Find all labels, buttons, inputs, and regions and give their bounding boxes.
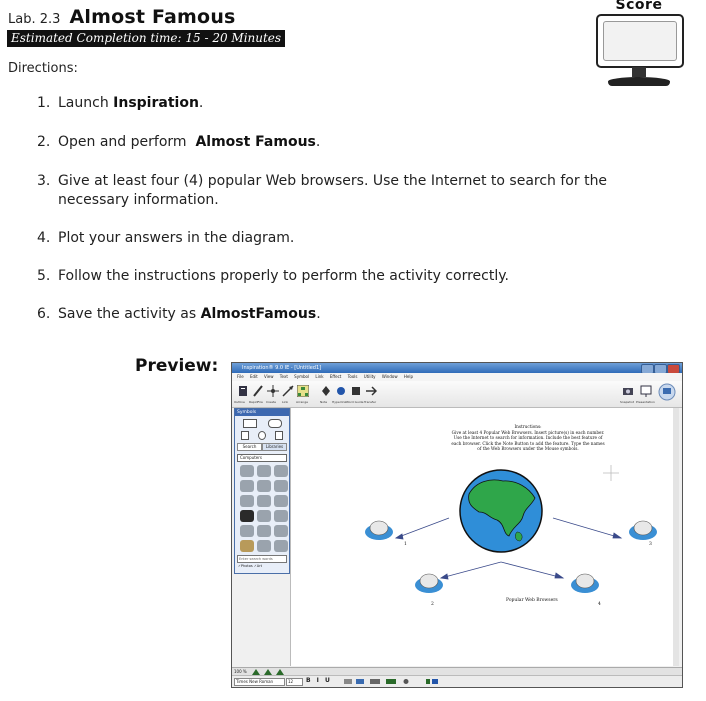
- link-line-4: [501, 562, 563, 578]
- diagram-canvas: [290, 408, 679, 666]
- step-number: 3.: [37, 173, 51, 189]
- symbol-thumb: [274, 465, 288, 477]
- note-icon: [320, 385, 332, 397]
- estimated-time-banner: Estimated Completion time: 15 - 20 Minutes: [7, 30, 285, 47]
- crosshair-cursor-icon: [603, 465, 619, 481]
- toolbar-label-hyperlink: Hyperlink: [332, 400, 347, 404]
- symbol-thumb: [274, 480, 288, 492]
- word-guide-icon: [350, 385, 362, 397]
- format-bar: [232, 675, 682, 687]
- symbol-thumb: [274, 540, 288, 552]
- link-line-1: [396, 518, 449, 538]
- toolbar-label-link: Link: [282, 400, 289, 404]
- toolbar-label-word-guide: Word Guide: [346, 400, 364, 404]
- tab-libraries: Libraries: [262, 443, 287, 451]
- menu-effect: Effect: [329, 374, 342, 379]
- symbol-thumb: [257, 525, 271, 537]
- vertical-scrollbar: [673, 408, 679, 666]
- step-text-end: .: [198, 95, 204, 111]
- inspiration-preview-screenshot: [231, 362, 683, 688]
- menu-edit: Edit: [249, 374, 258, 379]
- symbol-thumb: [240, 480, 254, 492]
- create-icon: [267, 385, 279, 397]
- symbol-thumb: [257, 465, 271, 477]
- step-1: [37, 94, 203, 113]
- rectangle-shape-icon: [243, 419, 257, 428]
- step-number: 1.: [37, 95, 51, 111]
- step-number: 5.: [37, 268, 51, 284]
- arrange-icon: [297, 385, 309, 397]
- instructions-line: each browser. Click the Note Button to add the feature. Type the names: [451, 440, 605, 446]
- menu-window: Window: [381, 374, 398, 379]
- font-size-select: 12: [286, 678, 303, 686]
- toolbar-label-create: Create: [266, 400, 276, 404]
- link-arrow-1: [396, 534, 403, 539]
- mouse-number-3: 3: [649, 542, 652, 547]
- score-monitor: [594, 0, 686, 92]
- mouse-number-4: 4: [598, 602, 601, 607]
- menu-file: File: [237, 374, 244, 379]
- step-text-end: .: [316, 306, 321, 322]
- link-arrow-2: [441, 574, 448, 579]
- snapshot-icon: [622, 385, 634, 397]
- mouse-icon-2: [415, 574, 443, 593]
- step-text: Give at least four (4) popular Web browsers. Use the Internet to search for the: [58, 173, 608, 189]
- symbol-thumb: [257, 480, 271, 492]
- symbol-thumb: [240, 495, 254, 507]
- link-icon: [282, 385, 294, 397]
- step-4: [37, 229, 294, 248]
- menu-text: Text: [279, 374, 288, 379]
- link-arrow-3: [613, 533, 621, 538]
- toolbar-label-arrange: Arrange: [296, 400, 308, 404]
- step-text: Save the activity as: [58, 306, 201, 322]
- app-toolbar: [232, 381, 682, 408]
- monitor-base-icon: [608, 77, 670, 86]
- toolbar-label-note: Note: [320, 400, 328, 404]
- rounded-shape-icon: [268, 419, 282, 428]
- small-shape-icon: [241, 431, 249, 440]
- zoom-level: 100 %: [234, 669, 247, 674]
- symbols-palette: [234, 408, 290, 574]
- step-text: Follow the instructions properly to perform the activity correctly.: [58, 268, 509, 284]
- instructions-line: of the Web Browsers under the Mouse symbols.: [477, 446, 579, 452]
- step-number: 4.: [37, 230, 51, 246]
- menu-help: Help: [403, 374, 414, 379]
- symbols-tabs: [237, 443, 287, 451]
- menu-view: View: [264, 374, 274, 379]
- mouse-number-1: 1: [404, 542, 407, 547]
- step-number: 2.: [37, 134, 51, 150]
- square-shape-icon: [275, 431, 283, 440]
- toolbar-label-rapidfire: RapidFire: [249, 400, 263, 404]
- symbol-thumb: [274, 495, 288, 507]
- step-3: [37, 172, 607, 210]
- diagram-graphics: [291, 408, 679, 666]
- symbols-title: Symbols: [235, 409, 289, 416]
- symbol-thumb: [240, 510, 254, 522]
- step-bold: Almost Famous: [195, 134, 316, 150]
- symbol-library-grid: [240, 465, 284, 552]
- mouse-icon-3: [629, 521, 657, 540]
- monitor-screen: [596, 14, 684, 68]
- presentation-icon: [640, 385, 652, 397]
- link-line-3: [553, 518, 621, 538]
- toolbar-label-transfer: Transfer: [364, 400, 377, 404]
- basic-shapes-row: [237, 419, 287, 428]
- app-titlebar: [232, 363, 682, 373]
- symbol-thumb: [240, 525, 254, 537]
- score-label: Score: [606, 0, 672, 13]
- format-buttons: B I U: [306, 677, 332, 684]
- symbol-thumb: [274, 510, 288, 522]
- lab-heading: [8, 6, 236, 28]
- step-bold: AlmostFamous: [200, 306, 317, 322]
- step-text: Plot your answers in the diagram.: [58, 230, 295, 246]
- step-text-continued: necessary information.: [58, 192, 219, 208]
- instructions-line: Use the Internet to search for information. Include the best feature of: [453, 435, 603, 441]
- symbol-thumb: [274, 525, 288, 537]
- oval-shape-icon: [258, 431, 266, 440]
- symbol-thumb: [257, 510, 271, 522]
- globe-icon: [460, 470, 542, 552]
- toolbar-label-presentation: Presentation: [636, 400, 655, 404]
- format-tools-icon: [342, 678, 452, 685]
- link-arrow-4: [555, 573, 563, 578]
- menu-link: Link: [315, 374, 324, 379]
- symbol-filter-checks: ✓Photos ✓Art: [238, 564, 262, 568]
- globe-label: Popular Web Browsers: [506, 598, 558, 603]
- menu-symbol: Symbol: [294, 374, 310, 379]
- font-select: Times New Roman: [234, 678, 285, 686]
- step-2: [37, 133, 320, 152]
- step-text: Open and perform: [58, 134, 196, 150]
- instructions-title: Instructions:: [514, 424, 542, 429]
- transfer-icon: [365, 385, 377, 397]
- directions-label: Directions:: [8, 61, 78, 76]
- basic-shapes-row-2: [237, 431, 287, 440]
- toolbar-label-snapshot: Snapshot: [620, 400, 635, 404]
- step-6: [37, 305, 321, 324]
- lab-number: Lab. 2.3: [8, 12, 61, 27]
- link-line-2: [441, 562, 501, 578]
- menu-tools: Tools: [347, 374, 358, 379]
- step-number: 6.: [37, 306, 51, 322]
- mouse-icon-4: [571, 574, 599, 593]
- symbol-thumb: [240, 465, 254, 477]
- mouse-icon-1: [365, 521, 393, 540]
- step-text: Launch: [58, 95, 114, 111]
- step-bold: Inspiration: [113, 95, 199, 111]
- menu-utility: Utility: [363, 374, 376, 379]
- library-select: Computers: [237, 454, 287, 462]
- toolbar-label-outline: Outline: [234, 400, 245, 404]
- step-5: [37, 267, 509, 286]
- mouse-number-2: 2: [431, 602, 434, 607]
- symbol-search-input: Enter search words: [237, 555, 287, 563]
- monitor-stand-icon: [632, 67, 646, 77]
- tab-search: Search: [237, 443, 262, 451]
- preview-label: Preview:: [135, 356, 219, 376]
- step-text-end: .: [315, 134, 321, 150]
- instructions-line: Give at least 4 Popular Web Browsers. Insert picture(s) in each number.: [451, 429, 605, 435]
- symbol-thumb: [257, 540, 271, 552]
- hyperlink-icon: [335, 385, 347, 397]
- symbol-thumb: [240, 540, 254, 552]
- app-window-title: Inspiration® 9.0 IE - [Untitled1]: [242, 365, 322, 371]
- rapidfire-icon: [252, 385, 264, 397]
- outline-icon: [237, 385, 249, 397]
- app-menubar: [232, 373, 682, 381]
- diagram-view-icon: [658, 383, 676, 401]
- lab-title: Almost Famous: [69, 6, 236, 28]
- symbol-thumb: [257, 495, 271, 507]
